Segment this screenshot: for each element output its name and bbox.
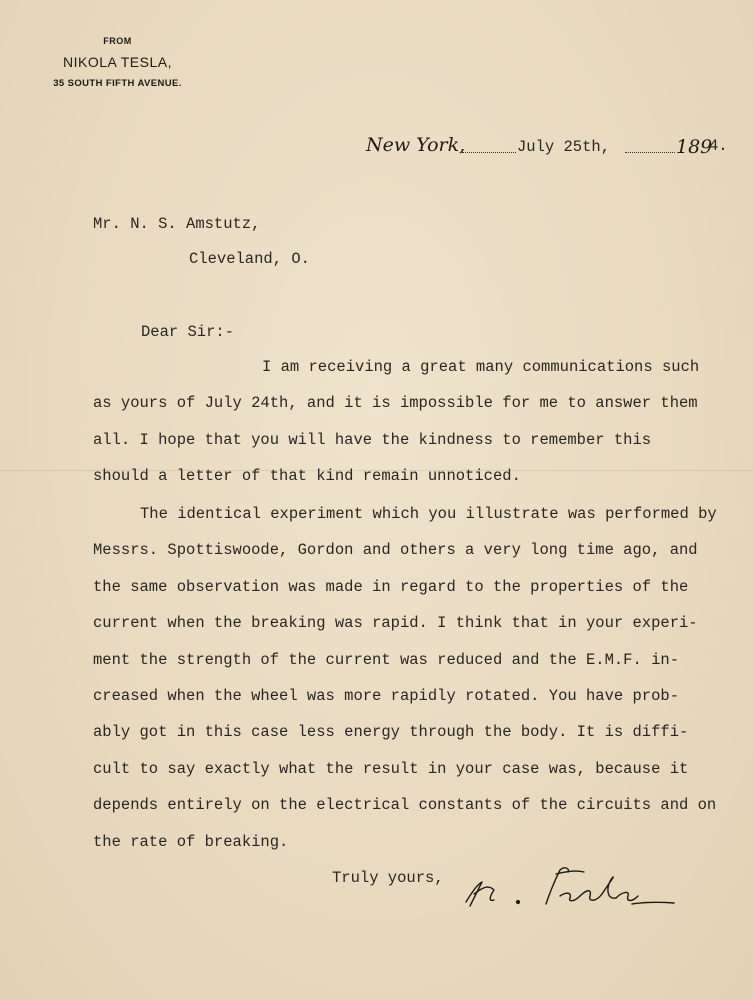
dateline-dots-2 <box>625 152 675 153</box>
body-line: the rate of breaking. <box>93 833 289 851</box>
letterhead-address: 35 SOUTH FIFTH AVENUE. <box>53 78 182 89</box>
closing: Truly yours, <box>332 869 444 887</box>
dateline-dots-1 <box>462 152 516 153</box>
body-line: I am receiving a great many communications such <box>262 358 700 376</box>
dateline-year-prefix: 189 <box>676 136 713 158</box>
body-line: Messrs. Spottiswoode, Gordon and others a very long time ago, and <box>93 541 698 559</box>
body-line: all. I hope that you will have the kindness to remember this <box>93 431 652 449</box>
dateline-city: New York, <box>366 134 466 156</box>
dateline-year-suffix: 4. <box>709 137 728 155</box>
signature <box>460 862 680 914</box>
body-line: depends entirely on the electrical constants of the circuits and on <box>93 796 717 814</box>
recipient-name: Mr. N. S. Amstutz, <box>93 215 261 233</box>
letterhead-from: FROM <box>103 36 132 46</box>
letterhead <box>30 36 205 89</box>
body-line: the same observation was made in regard to the properties of the <box>93 578 689 596</box>
salutation: Dear Sir:- <box>141 323 235 341</box>
body-line: ably got in this case less energy through the body. It is diffi- <box>93 723 689 741</box>
body-line: ment the strength of the current was reduced and the E.M.F. in- <box>93 651 679 669</box>
body-line: cult to say exactly what the result in your case was, because it <box>93 760 689 778</box>
dateline-date: July 25th, <box>517 138 611 156</box>
recipient-city: Cleveland, O. <box>189 250 310 268</box>
body-line: creased when the wheel was more rapidly rotated. You have prob- <box>93 687 679 705</box>
body-line: current when the breaking was rapid. I think that in your experi- <box>93 614 698 632</box>
body-line: should a letter of that kind remain unnoticed. <box>93 467 521 485</box>
letterhead-name: NIKOLA TESLA, <box>63 54 172 70</box>
body-line: as yours of July 24th, and it is impossible for me to answer them <box>93 394 698 412</box>
body-line: The identical experiment which you illustrate was performed by <box>140 505 717 523</box>
